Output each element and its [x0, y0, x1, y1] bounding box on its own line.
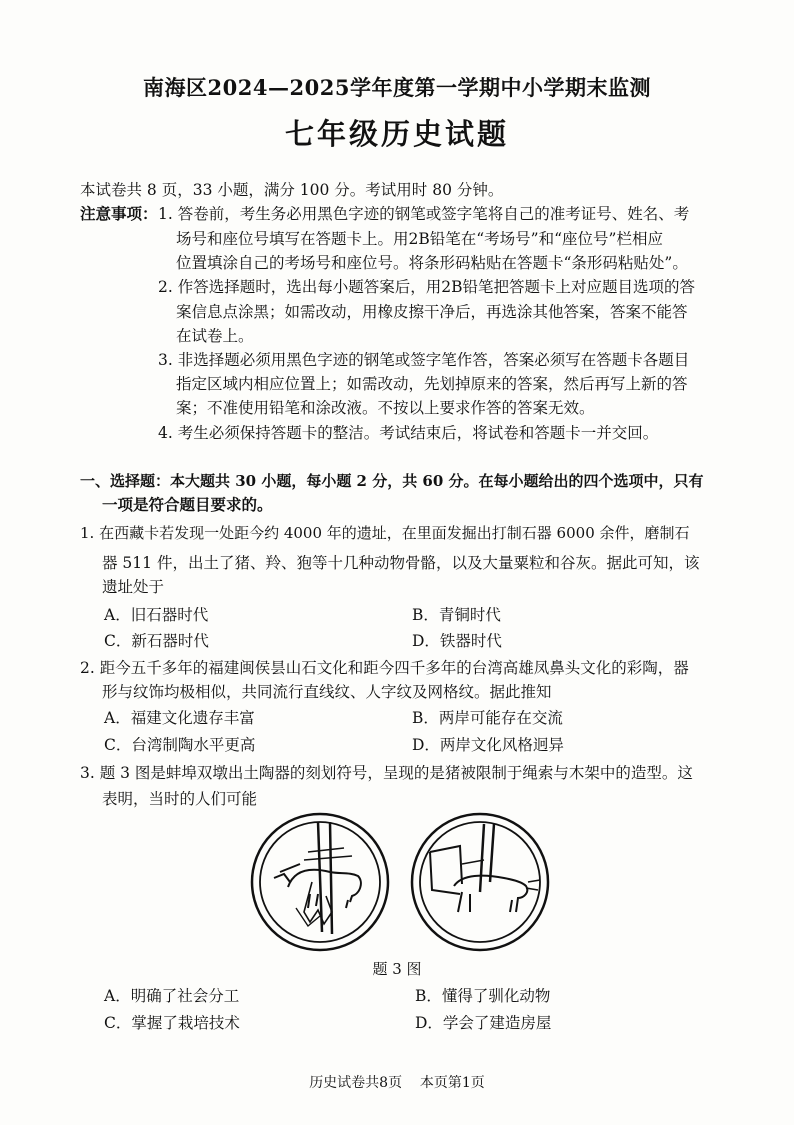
exam-subject-title: 七年级历史试题 — [284, 117, 509, 151]
question-3-option-a: A．明确了社会分工 — [104, 987, 240, 1005]
note-line: 2. 作答选择题时，选出每小题答案后，用2B铅笔把答题卡上对应题目选项的答 — [158, 278, 695, 296]
pottery-disc-left — [252, 814, 388, 950]
section-heading-cont: 一项是符合题目要求的。 — [102, 495, 273, 514]
question-1-line: 遗址处于 — [102, 578, 165, 596]
note-line: 案信息点涂黑；如需改动，用橡皮擦干净后，再选涂其他答案，答案不能答 — [176, 303, 688, 321]
page-footer: 历史试卷共8页 本页第1页 — [309, 1075, 485, 1091]
note-line: 案；不准使用铅笔和涂改液。不按以上要求作答的答案无效。 — [176, 399, 595, 417]
figure-caption: 题 3 图 — [372, 960, 422, 978]
question-2-line: 形与纹饰均极相似，共同流行直线纹、人字纹及网格纹。据此推知 — [102, 683, 552, 701]
note-line: 场号和座位号填写在答题卡上。用2B铅笔在“考场号”和“座位号”栏相应 — [176, 230, 663, 248]
pottery-disc-right — [412, 814, 548, 950]
question-1-option-b: B．青铜时代 — [412, 606, 501, 624]
question-2-option-b: B．两岸可能存在交流 — [412, 709, 563, 727]
note-line: 位置填涂自己的考场号和座位号。将条形码粘贴在答题卡“条形码粘贴处”。 — [176, 254, 688, 272]
question-1-option-a: A．旧石器时代 — [104, 606, 209, 624]
question-3-option-b: B．懂得了驯化动物 — [415, 987, 551, 1005]
question-3-option-c: C．掌握了栽培技术 — [104, 1014, 240, 1032]
question-3-line: 3. 题 3 图是蚌埠双墩出土陶器的刻划符号，呈现的是猪被限制于绳索与木架中的造型。这 — [80, 764, 693, 782]
note-line: 1. 答卷前，考生务必用黑色字迹的钢笔或签字笔将自己的准考证号、姓名、考 — [158, 205, 690, 223]
question-3-option-d: D．学会了建造房屋 — [415, 1014, 552, 1032]
question-1-line: 1. 在西藏卡若发现一处距今约 4000 年的遗址，在里面发掘出打制石器 6000 余件，磨制石 — [80, 524, 690, 542]
exam-header-title: 南海区2024—2025学年度第一学期中小学期末监测 — [143, 75, 651, 100]
question-2-option-d: D．两岸文化风格迥异 — [412, 736, 564, 754]
notes-label: 注意事项： — [80, 204, 158, 223]
exam-intro: 本试卷共 8 页，33 小题，满分 100 分。考试用时 80 分钟。 — [80, 181, 504, 199]
question-1-line: 器 511 件，出土了猪、羚、狍等十几种动物骨骼，以及大量粟粒和谷灰。据此可知，该 — [102, 554, 700, 572]
pottery-symbols-figure — [248, 812, 552, 952]
note-line: 4. 考生必须保持答题卡的整洁。考试结束后，将试卷和答题卡一并交回。 — [158, 424, 659, 442]
question-2-option-c: C．台湾制陶水平更高 — [104, 736, 256, 754]
note-line: 3. 非选择题必须用黑色字迹的钢笔或签字笔作答，答案必须写在答题卡各题目 — [158, 351, 690, 369]
question-3-line: 表明，当时的人们可能 — [102, 790, 258, 808]
question-1-option-c: C．新石器时代 — [104, 632, 209, 650]
question-2-line: 2. 距今五千多年的福建闽侯昙山石文化和距今四千多年的台湾高雄凤鼻头文化的彩陶，器 — [80, 659, 689, 677]
question-2-option-a: A．福建文化遗存丰富 — [104, 709, 255, 727]
question-1-option-d: D．铁器时代 — [412, 632, 502, 650]
note-line: 在试卷上。 — [176, 327, 254, 345]
section-heading: 一、选择题：本大题共 30 小题，每小题 2 分，共 60 分。在每小题给出的四个选项中，只有 — [80, 472, 704, 490]
note-line: 指定区域内相应位置上；如需改动，先划掉原来的答案，然后再写上新的答 — [176, 375, 688, 393]
